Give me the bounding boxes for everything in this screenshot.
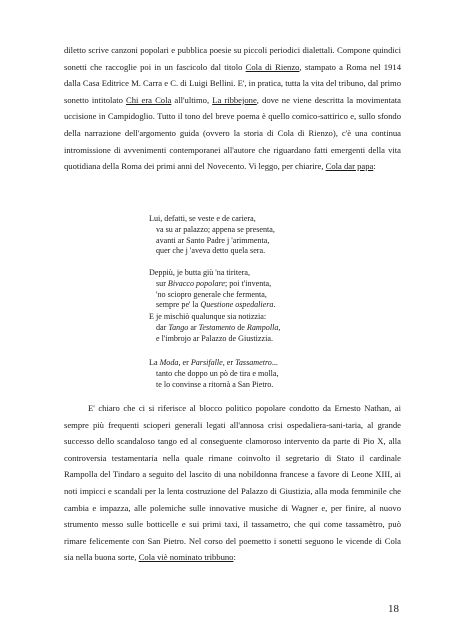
paragraph-text: :: [373, 161, 376, 172]
title-cola-dar-papa: Cola dar papa: [325, 161, 374, 172]
poem-text: ,: [278, 322, 281, 332]
paragraph-text: diletto scrive canzoni popolari e pubblica poesie su piccoli periodici dialettali. Compone quindici sonetti che raccoglie poi in un fascicolo dal titolo: [64, 45, 401, 72]
paragraph-text: , stampato a Roma nel 1914 dalla Casa Editrice M. Carra e C. di Luigi Bellini. E', in pratica, tutta la vita del tribuno, dal primo sonetto intitolato: [64, 61, 401, 105]
poem-italic-text: Parsifalle: [190, 358, 223, 367]
poem-italic-text: Tango: [168, 322, 189, 332]
poem-text: .: [273, 300, 276, 310]
paragraph-text: :: [233, 552, 236, 563]
poem-text: ; poi t'inventa,: [224, 278, 272, 288]
poem-line: E je mischiò qualunque sia notizzia:: [149, 312, 267, 321]
poem-italic-text: Testamento: [198, 322, 236, 332]
title-cola-vie-nominato-tribbuno: Cola viè nominato tribbuno: [138, 552, 234, 563]
poem-line: Deppiù, je butta giù 'na tiritera,: [149, 268, 251, 277]
title-cola-di-rienzo: Cola di Rienzo: [245, 61, 300, 72]
poem-line: [149, 358, 359, 369]
poem-stanza-4: [149, 358, 359, 390]
poem-italic-text: Rampolla: [246, 322, 279, 332]
poem-line: avanti ar Santo Padre j 'arimmenta,: [156, 235, 270, 245]
paragraph-intro: [64, 42, 401, 175]
title-chi-era-cola: Chi era Cola: [126, 94, 172, 105]
poem-line: tanto che doppo un pò de tira e molla,: [156, 368, 279, 378]
poem-italic-text: Bivacco popolare: [167, 278, 225, 288]
paragraph-text: , dove ne viene descritta la movimentata uccisione in Campidoglio. Tutto il tono del breve poema è quello comico-sattirico e, sullo sfondo della narrazione dell'argomento guida (ovvero la storia di Cola di Rienzo), c'è una continua intromissione di avvenimenti contemporanei all'autore che riguardano fatti emergenti della vita quotidiana della Roma dei primi anni del Novecento. Vi leggo, per chiarire,: [64, 94, 401, 172]
poem-line: [149, 279, 359, 290]
poem-stanza-1: [149, 214, 359, 257]
poem-text: ...: [271, 358, 278, 367]
paragraph-commentary: [64, 400, 401, 566]
poem-line: [149, 300, 359, 311]
page-number: 18: [388, 603, 399, 615]
poem-line: [149, 323, 359, 334]
poem-italic-text: Questione ospedaliera: [200, 300, 274, 310]
poem-line: 'no sciopro generale che fermenta,: [156, 289, 267, 299]
poem-italic-text: Tassametro: [235, 358, 272, 367]
title-la-ribbejone: La ribbejone: [212, 94, 257, 105]
paragraph-text: E' chiaro che ci si riferisce al blocco politico popolare condotto da Ernesto Nathan, ai sempre più frequenti scioperi generali legati all'annosa crisi ospedaliera-sani-taria, al grande successo dello scandaloso tango ed al conseguente clamoroso intervento da parte di Pio X, alla controversia testamentaria nella quale rimane coinvolto il segretario di Stato il cardinale Rampolla del Tindaro a seguito del lascito di una nobildonna francese a favore di Leone XIII, ai noti impicci e scandali per la lenta costruzione del Palazzo di Giustizia, alla moda femminile che cambia e impazza, alle polemiche sulle innovative musiche di Wagner e, per finire, al nuovo strumento messo sulle botticelle e sui primi taxi, il tassametro, che qui come tassamètro, può rimare felicemente con San Pietro. Nel corso del poemetto i sonetti seguono le vicende di Cola sia nella buona sorte,: [64, 403, 401, 563]
poem-line: Lui, defatti, se veste e de cariera,: [149, 214, 256, 223]
poem-text: sempre pe' la: [156, 300, 201, 310]
poem-text: La: [149, 358, 160, 367]
poem-line: quer che j 'aveva detto quela sera.: [156, 246, 266, 256]
poem-italic-text: Moda: [159, 358, 179, 367]
poem-line: te lo convinse a ritornà a San Pietro.: [156, 379, 274, 389]
poem-text: ar: [188, 322, 199, 332]
poem-text: , er: [222, 358, 236, 367]
poem-stanza-3: [149, 312, 359, 344]
poem-line: va su ar palazzo; appena se presenta,: [156, 224, 275, 234]
poem-text: , er: [178, 358, 191, 367]
poem-text: sur: [156, 278, 168, 288]
poem-text: dar: [156, 322, 169, 332]
poem-stanza-2: [149, 268, 359, 311]
paragraph-text: all'ultimo,: [171, 94, 213, 105]
poem-text: de: [235, 322, 247, 332]
poem-line: e l'imbrojo ar Palazzo de Giustizzia.: [156, 333, 273, 343]
